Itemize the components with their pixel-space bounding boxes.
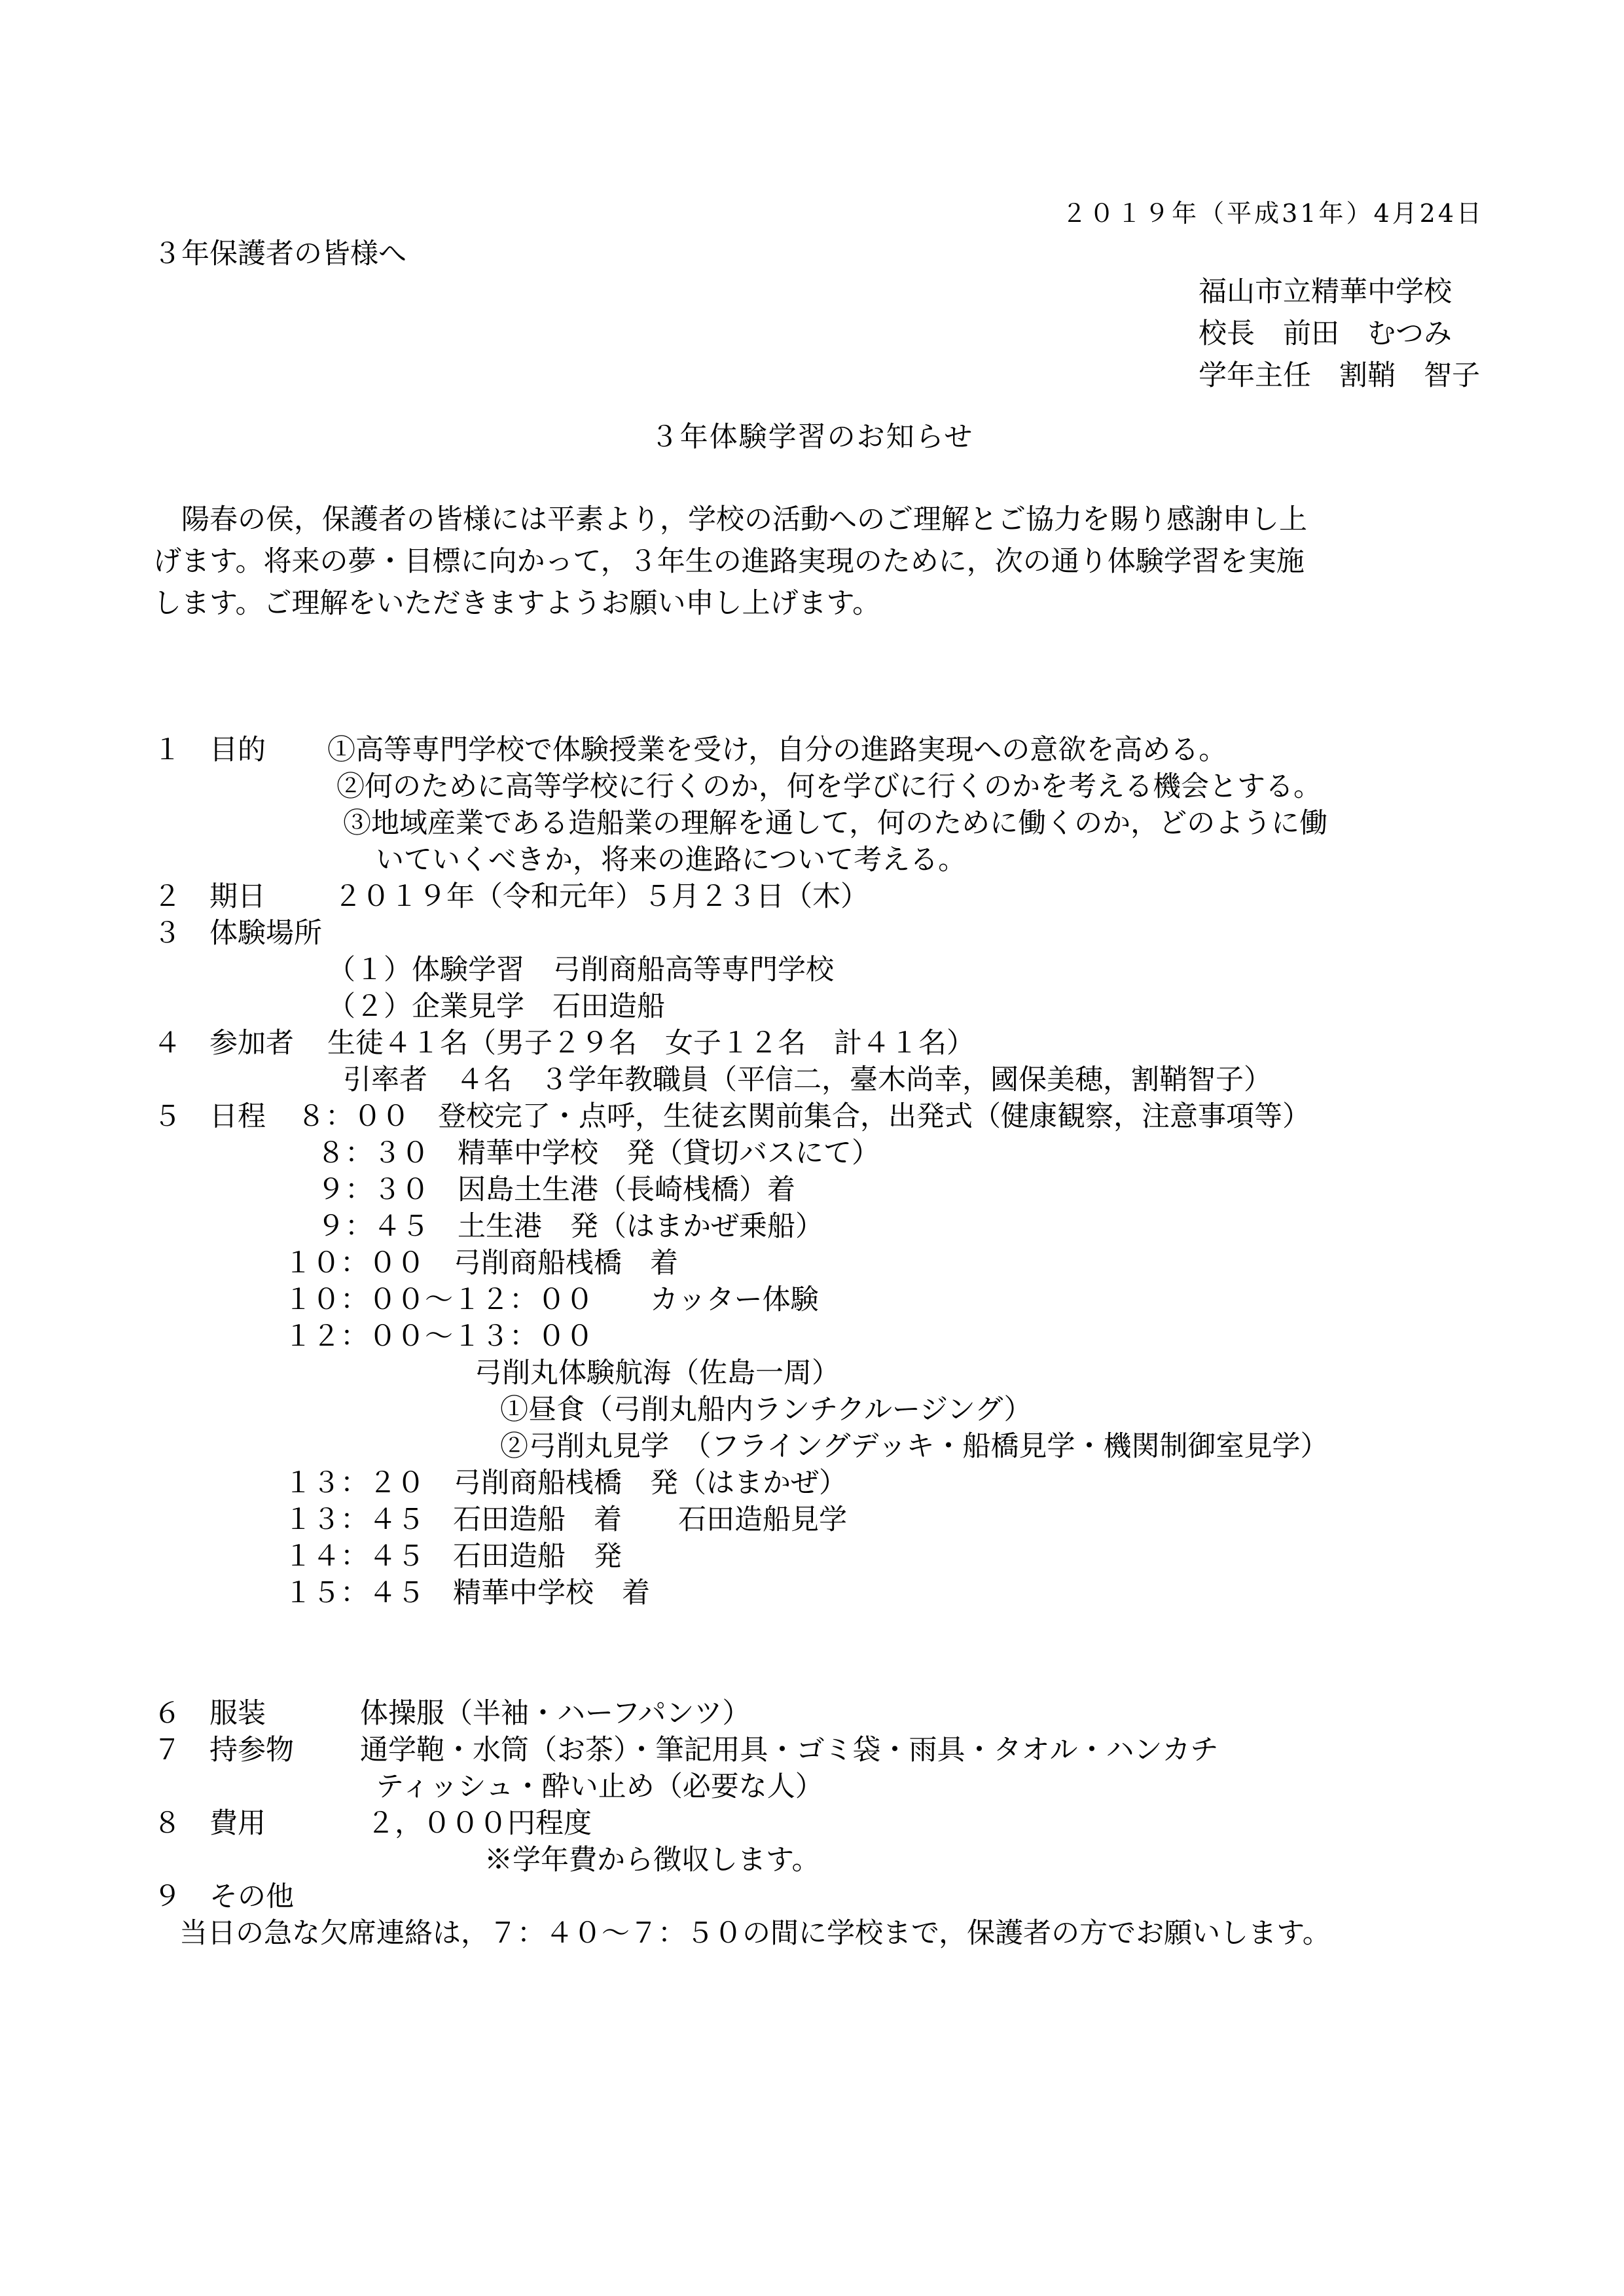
clothing-value: 体操服（半袖・ハーフパンツ） [360, 1697, 751, 1730]
belongings-item: 通学鞄・水筒（お茶）・筆記用具・ゴミ袋・雨具・タオル・ハンカチ [360, 1734, 1219, 1767]
intro-line: 陽春の侯，保護者の皆様には平素より，学校の活動へのご理解とご協力を賜り感謝申し上 [153, 503, 1307, 536]
principal-name: 校長 前田 むつみ [1199, 317, 1452, 350]
cost-note: ※学年費から徴収します。 [484, 1844, 820, 1876]
purpose-label: １ 目的 [153, 734, 266, 766]
schedule-row: ９：３０ 因島土生港（長崎桟橋）着 [317, 1174, 795, 1206]
participants-students: 生徒４１名（男子２９名 女子１２名 計４１名） [327, 1027, 975, 1060]
cost-label: ８ 費用 [153, 1807, 266, 1840]
purpose-item: ②何のために高等学校に行くのか，何を学びに行くのかを考える機会とする。 [336, 770, 1322, 803]
schedule-label: ５ 日程 [153, 1100, 266, 1133]
purpose-item: ③地域産業である造船業の理解を通して，何のために働くのか，どのように働 [343, 807, 1328, 840]
date-label: ２ 期日 [153, 880, 266, 913]
sender-block [1199, 271, 1480, 397]
participants-staff: 引率者 ４名 ３学年教職員（平信二，臺木尚幸，國保美穂，割鞘智子） [343, 1064, 1272, 1096]
schedule-row: １４：４５ 石田造船 発 [284, 1540, 622, 1573]
place-item: （２）企業見学 石田造船 [327, 990, 665, 1023]
schedule-row: １３：２０ 弓削商船桟橋 発（はまかぜ） [284, 1467, 847, 1499]
document-date: ２０１９年（平成31年）4月24日 [1062, 199, 1484, 228]
belongings-item: ティッシュ・酔い止め（必要な人） [376, 1770, 823, 1803]
schedule-row: １０：００ 弓削商船桟橋 着 [284, 1247, 678, 1280]
schedule-row: ８：００ 登校完了・点呼，生徒玄関前集合，出発式（健康観察，注意事項等） [297, 1100, 1310, 1133]
date-value: ２０１９年（令和元年）５月２３日（木） [334, 880, 869, 913]
grade-head-name: 学年主任 割鞘 智子 [1199, 359, 1480, 392]
other-text: 当日の急な欠席連絡は，７：４０～７：５０の間に学校まで，保護者の方でお願いします。 [179, 1917, 1331, 1950]
cost-value: ２，０００円程度 [367, 1807, 592, 1840]
schedule-subrow: ①昼食（弓削丸船内ランチクルージング） [500, 1393, 1032, 1426]
intro-line: げます。将来の夢・目標に向かって，３年生の進路実現のために，次の通り体験学習を実施 [153, 545, 1305, 578]
place-label: ３ 体験場所 [153, 917, 322, 950]
schedule-row: ８：３０ 精華中学校 発（貸切バスにて） [317, 1137, 880, 1170]
place-item: （１）体験学習 弓削商船高等専門学校 [327, 954, 834, 986]
belongings-label: ７ 持参物 [153, 1734, 294, 1767]
schedule-row: １５：４５ 精華中学校 着 [284, 1577, 650, 1609]
addressee: ３年保護者の皆様へ [153, 238, 406, 270]
clothing-label: ６ 服装 [153, 1697, 266, 1730]
intro-paragraph [153, 499, 1489, 624]
participants-label: ４ 参加者 [153, 1027, 294, 1060]
intro-line: します。ご理解をいただきますようお願い申し上げます。 [153, 587, 881, 620]
purpose-item-continued: いていくべきか，将来の進路について考える。 [376, 844, 967, 876]
schedule-row: １０：００～１２：００ カッター体験 [284, 1283, 819, 1316]
schedule-row: ９：４５ 土生港 発（はまかぜ乗船） [317, 1210, 823, 1243]
school-name: 福山市立精華中学校 [1199, 276, 1452, 308]
schedule-row: １３：４５ 石田造船 着 石田造船見学 [284, 1503, 847, 1536]
schedule-row: １２：００～１３：００ [284, 1320, 594, 1353]
purpose-item: ①高等専門学校で体験授業を受け，自分の進路実現への意欲を高める。 [327, 734, 1227, 766]
schedule-subrow: ②弓削丸見学 （フライングデッキ・船橋見学・機関制御室見学） [500, 1430, 1329, 1463]
schedule-subrow: 弓削丸体験航海（佐島一周） [474, 1357, 840, 1390]
other-label: ９ その他 [153, 1880, 294, 1913]
document-title: ３年体験学習のお知らせ [650, 421, 974, 454]
